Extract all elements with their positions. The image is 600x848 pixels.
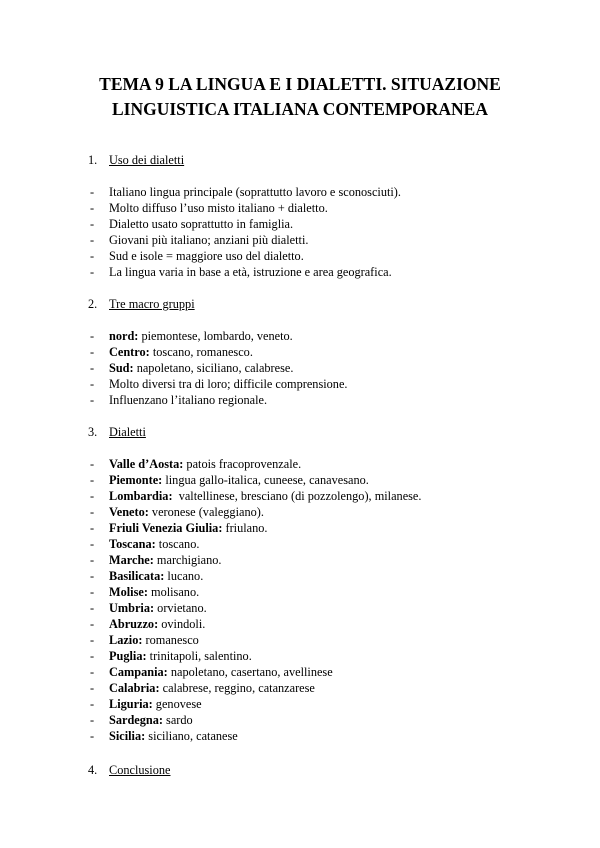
item-label: Molise:: [109, 585, 148, 599]
item-text: genovese: [152, 697, 202, 711]
list-item: [88, 376, 558, 392]
section-title: Uso dei dialetti: [109, 153, 185, 167]
list-item: [88, 472, 558, 488]
title-line-2: LINGUISTICA ITALIANA CONTEMPORANEA: [112, 99, 488, 119]
item-text: lingua gallo-italica, cuneese, canavesano.: [162, 473, 369, 487]
list-item: [88, 520, 558, 536]
dash-bullet: -: [90, 553, 95, 567]
item-label: Veneto:: [109, 505, 149, 519]
section-heading: [88, 152, 184, 168]
dash-bullet: -: [90, 329, 95, 343]
item-label: Friuli Venezia Giulia:: [109, 521, 223, 535]
dash-bullet: -: [90, 393, 95, 407]
list-item: [88, 488, 558, 504]
item-text: patois fracoprovenzale.: [183, 457, 302, 471]
item-text: molisano.: [147, 585, 200, 599]
list-item: [88, 504, 558, 520]
dash-bullet: -: [90, 377, 95, 391]
section-number: 4.: [88, 763, 98, 777]
section-title: Conclusione: [109, 763, 171, 777]
item-text: veronese (valeggiano).: [148, 505, 264, 519]
item-text: calabrese, reggino, catanzarese: [159, 681, 315, 695]
section-number: 3.: [88, 425, 98, 439]
dash-bullet: -: [90, 473, 95, 487]
dash-bullet: -: [90, 665, 95, 679]
dash-bullet: -: [90, 569, 95, 583]
item-text: valtellinese, bresciano (di pozzolengo), milanese.: [172, 489, 422, 503]
item-text: Molto diffuso l’uso misto italiano + dialetto.: [109, 201, 328, 215]
item-text: friulano.: [222, 521, 268, 535]
item-label: Lombardia:: [109, 489, 173, 503]
item-text: toscano, romanesco.: [149, 345, 253, 359]
item-text: trinitapoli, salentino.: [146, 649, 252, 663]
section-number: 1.: [88, 153, 98, 167]
item-text: La lingua varia in base a età, istruzione e area geografica.: [109, 265, 392, 279]
dash-bullet: -: [90, 505, 95, 519]
item-text: napoletano, casertano, avellinese: [167, 665, 333, 679]
item-text: orvietano.: [154, 601, 207, 615]
item-text: siciliano, catanese: [145, 729, 238, 743]
item-label: Sud:: [109, 361, 134, 375]
item-label: Sardegna:: [109, 713, 163, 727]
dash-bullet: -: [90, 601, 95, 615]
list-item: [88, 392, 558, 408]
section-title: Dialetti: [109, 425, 146, 439]
dash-bullet: -: [90, 697, 95, 711]
list-item: [88, 712, 558, 728]
dash-bullet: -: [90, 633, 95, 647]
dash-bullet: -: [90, 617, 95, 631]
item-label: Marche:: [109, 553, 154, 567]
dash-bullet: -: [90, 489, 95, 503]
list-item: [88, 248, 558, 264]
dash-bullet: -: [90, 681, 95, 695]
list-item: [88, 696, 558, 712]
list-item: [88, 632, 558, 648]
dash-bullet: -: [90, 217, 95, 231]
item-text: lucano.: [164, 569, 204, 583]
item-text: sardo: [162, 713, 193, 727]
item-label: Lazio:: [109, 633, 143, 647]
dash-bullet: -: [90, 457, 95, 471]
dash-bullet: -: [90, 345, 95, 359]
dash-bullet: -: [90, 521, 95, 535]
item-text: Giovani più italiano; anziani più dialetti.: [109, 233, 309, 247]
list-item: [88, 584, 558, 600]
section-heading: [88, 424, 146, 440]
item-label: Liguria:: [109, 697, 153, 711]
item-label: Campania:: [109, 665, 168, 679]
dash-bullet: -: [90, 265, 95, 279]
list-item: [88, 328, 558, 344]
dash-bullet: -: [90, 201, 95, 215]
item-text: Influenzano l’italiano regionale.: [109, 393, 268, 407]
item-label: Basilicata:: [109, 569, 165, 583]
item-text: Dialetto usato soprattutto in famiglia.: [109, 217, 294, 231]
item-text: marchigiano.: [153, 553, 222, 567]
dash-bullet: -: [90, 233, 95, 247]
dash-bullet: -: [90, 649, 95, 663]
item-text: piemontese, lombardo, veneto.: [138, 329, 293, 343]
list-item: [88, 264, 558, 280]
item-label: Valle d’Aosta:: [109, 457, 184, 471]
item-label: Abruzzo:: [109, 617, 159, 631]
dash-bullet: -: [90, 537, 95, 551]
section-heading: [88, 762, 170, 778]
list-item: [88, 216, 558, 232]
list-item: [88, 664, 558, 680]
list-item: [88, 552, 558, 568]
dash-bullet: -: [90, 585, 95, 599]
list-item: [88, 360, 558, 376]
section-heading: [88, 296, 195, 312]
item-text: toscano.: [155, 537, 200, 551]
list-item: [88, 184, 558, 200]
bullet-list: [88, 328, 558, 408]
item-label: Toscana:: [109, 537, 156, 551]
dash-bullet: -: [90, 185, 95, 199]
dash-bullet: -: [90, 249, 95, 263]
list-item: [88, 232, 558, 248]
list-item: [88, 728, 558, 744]
item-label: Centro:: [109, 345, 150, 359]
item-text: romanesco: [142, 633, 199, 647]
title-line-1: TEMA 9 LA LINGUA E I DIALETTI. SITUAZIONE: [99, 74, 501, 94]
dash-bullet: -: [90, 361, 95, 375]
item-text: napoletano, siciliano, calabrese.: [133, 361, 294, 375]
item-text: ovindoli.: [158, 617, 206, 631]
list-item: [88, 568, 558, 584]
list-item: [88, 648, 558, 664]
list-item: [88, 680, 558, 696]
dash-bullet: -: [90, 729, 95, 743]
item-label: Umbria:: [109, 601, 155, 615]
item-label: Calabria:: [109, 681, 160, 695]
item-label: nord:: [109, 329, 139, 343]
section-number: 2.: [88, 297, 98, 311]
page-title: [60, 72, 540, 122]
item-text: Italiano lingua principale (soprattutto lavoro e sconosciuti).: [109, 185, 401, 199]
item-label: Puglia:: [109, 649, 147, 663]
list-item: [88, 616, 558, 632]
list-item: [88, 600, 558, 616]
list-item: [88, 536, 558, 552]
item-text: Sud e isole = maggiore uso del dialetto.: [109, 249, 304, 263]
list-item: [88, 456, 558, 472]
bullet-list: [88, 184, 558, 280]
item-text: Molto diversi tra di loro; difficile comprensione.: [109, 377, 348, 391]
item-label: Piemonte:: [109, 473, 163, 487]
item-label: Sicilia:: [109, 729, 146, 743]
section-title: Tre macro gruppi: [109, 297, 195, 311]
bullet-list: [88, 456, 558, 744]
list-item: [88, 344, 558, 360]
list-item: [88, 200, 558, 216]
dash-bullet: -: [90, 713, 95, 727]
